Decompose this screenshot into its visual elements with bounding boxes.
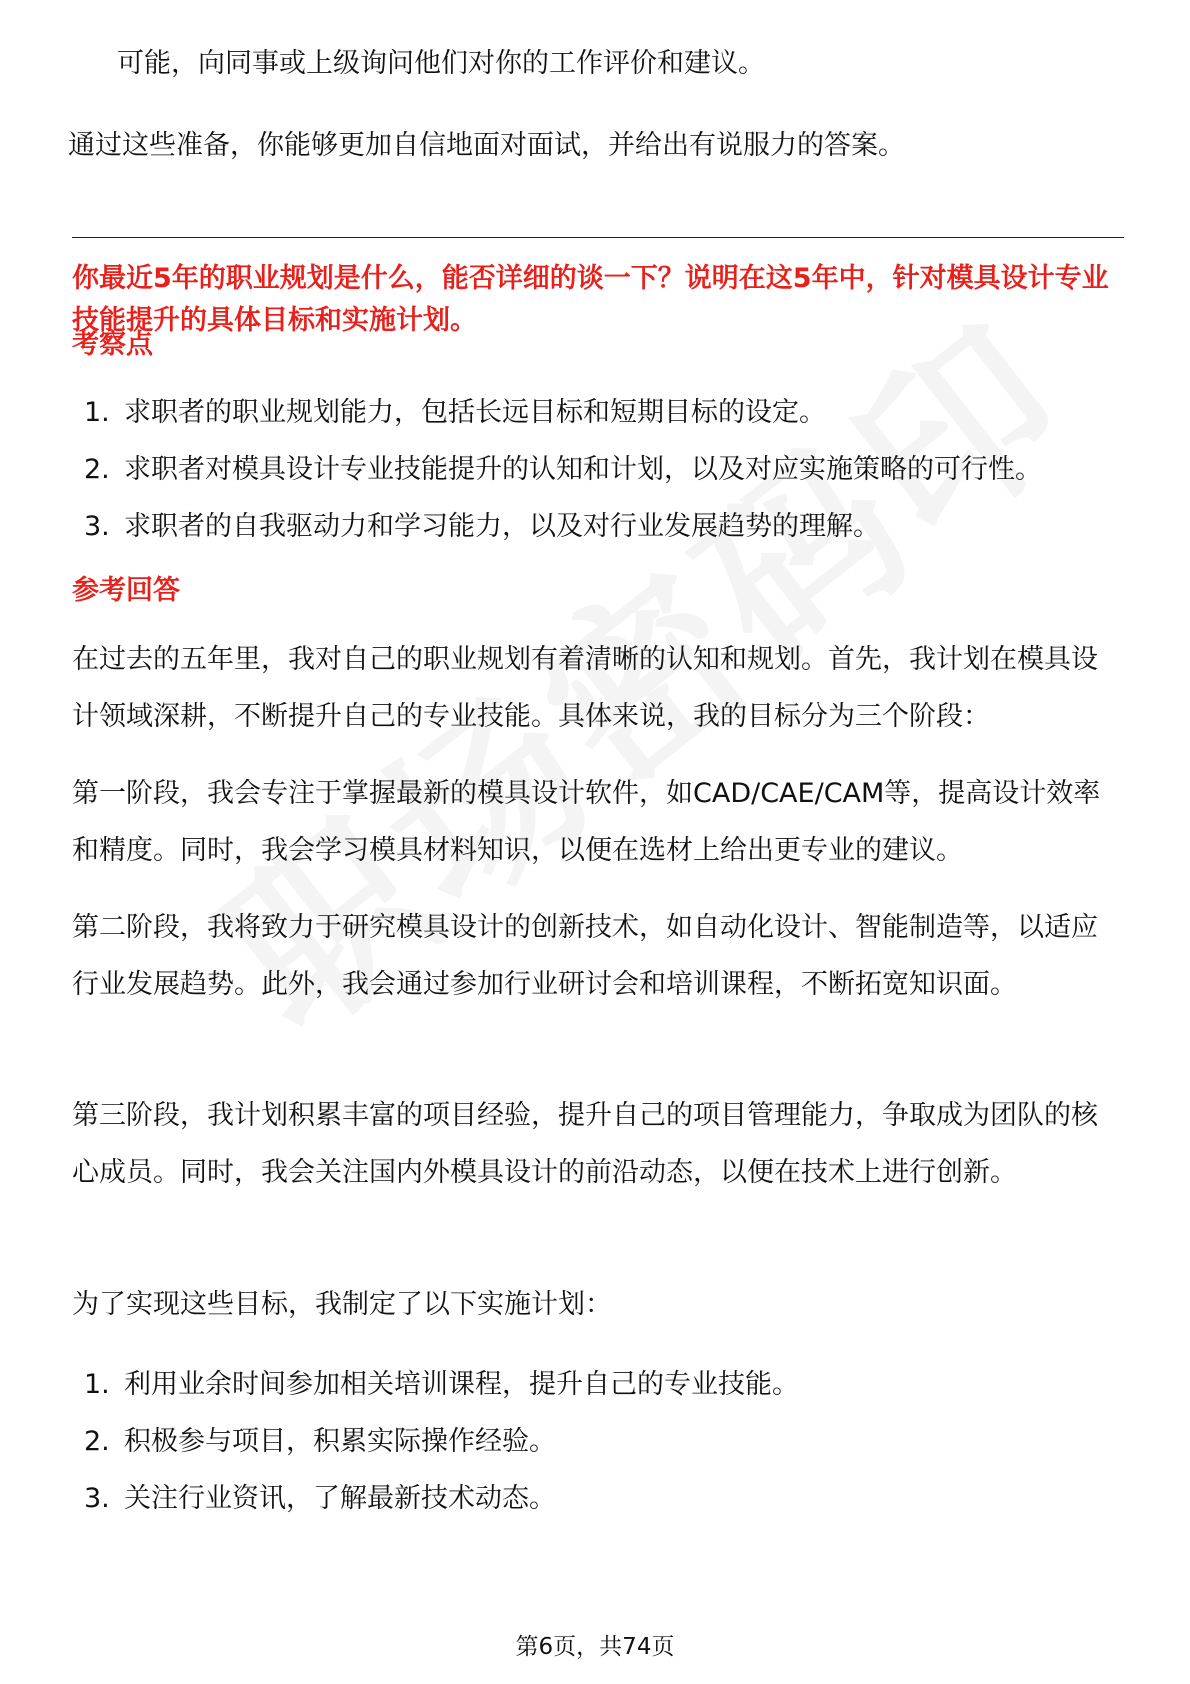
list-item: 1. 求职者的职业规划能力，包括长远目标和短期目标的设定。 <box>84 397 826 428</box>
answer-title: 参考回答 <box>72 575 180 606</box>
answer-paragraph: 第二阶段，我将致力于研究模具设计的创新技术，如自动化设计、智能制造等，以适应行业发展趋势。此外，我会通过参加行业研讨会和培训课程，不断拓宽知识面。 <box>72 912 1098 1000</box>
list-item: 3. 求职者的自我驱动力和学习能力，以及对行业发展趋势的理解。 <box>84 511 880 542</box>
intro-closing: 通过这些准备，你能够更加自信地面对面试，并给出有说服力的答案。 <box>68 130 905 161</box>
intro-continuation: 可能，向同事或上级询问他们对你的工作评价和建议。 <box>117 48 765 79</box>
list-item: 1. 利用业余时间参加相关培训课程，提升自己的专业技能。 <box>84 1369 799 1400</box>
plan-list <box>84 1356 799 1527</box>
list-item: 2. 求职者对模具设计专业技能提升的认知和计划，以及对应实施策略的可行性。 <box>84 454 1042 485</box>
assessment-list <box>84 384 1042 555</box>
page-footer: 第6页，共74页 <box>515 1634 675 1660</box>
assessment-title: 考察点 <box>72 329 153 360</box>
answer-paragraph: 第一阶段，我会专注于掌握最新的模具设计软件，如CAD/CAE/CAM等，提高设计效率和精度。同时，我会学习模具材料知识，以便在选材上给出更专业的建议。 <box>72 778 1101 866</box>
answer-paragraph: 第三阶段，我计划积累丰富的项目经验，提升自己的项目管理能力，争取成为团队的核心成员。同时，我会关注国内外模具设计的前沿动态，以便在技术上进行创新。 <box>72 1100 1098 1188</box>
list-item: 2. 积极参与项目，积累实际操作经验。 <box>84 1426 556 1457</box>
list-item: 3. 关注行业资讯，了解最新技术动态。 <box>84 1483 556 1514</box>
question-heading: 你最近5年的职业规划是什么，能否详细的谈一下？说明在这5年中，针对模具设计专业技能提升的具体目标和实施计划。 <box>72 263 1109 336</box>
answer-paragraph: 在过去的五年里，我对自己的职业规划有着清晰的认知和规划。首先，我计划在模具设计领域深耕，不断提升自己的专业技能。具体来说，我的目标分为三个阶段： <box>72 644 1098 732</box>
section-divider <box>72 237 1124 238</box>
answer-paragraph: 为了实现这些目标，我制定了以下实施计划： <box>72 1289 612 1320</box>
